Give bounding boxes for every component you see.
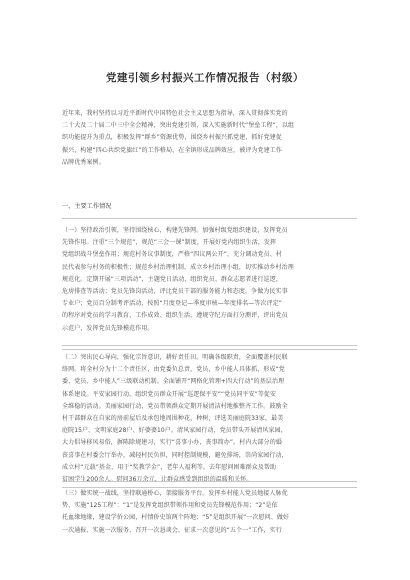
section-2-line: 庭院15户、文明家庭28户、好婆婆10户。清风家园行动，党员带头开展清风家园， — [62, 427, 287, 435]
section-1-line: 危房排查等活动；党员先锋岗活动，评比党员干部的服务能力和态度，争做为民实事 — [62, 288, 288, 296]
section-2-box — [62, 345, 357, 488]
section-1-line: 民代表参与村务的积极性；规范乡村治理机制，成立乡村治理小组，切实推动乡村治理 — [62, 263, 294, 271]
section-1-line: 示范户，发挥党员先锋模范作用。 — [62, 324, 154, 332]
section-1-line: 先锋作用。注重“三个规范”，规范“三会一课”制度，开展好党内组织生活，发挥 — [62, 239, 277, 247]
section-3-line: 一次通报、实施一次服务、召开一次恳谈会、征求一次意见的“五个一”工作，实行 — [62, 526, 282, 534]
section-1-line: （一）坚持政治引领，坚持围绕核心，构建先锋网。加强村级党组织建设，发挥党员 — [62, 227, 288, 234]
section-3-line: （三）做实统一战线，坚持联通桥心，架接服务平台。发挥乡村能人党员地接人脉优 — [62, 490, 288, 497]
section-2-line: 络网。将全村分为十二个责任区，由党委负总责，党员、乡中能人具体抓，形成“党 — [62, 366, 285, 374]
intro-line: 品牌优秀案例。 — [62, 158, 105, 166]
intro-line: 织功能提升为重点，积极发挥“群乡”资源优势，围绕乡村振兴抓党建，抓好党建促 — [62, 134, 282, 142]
section-1-line: 专业户；党员百分制考评活动，按照“月度登记—季度审核—年度排名—等次评定” — [62, 300, 282, 308]
intro-line: 二十大及二十届二中三中全会精神，突出党建引领，深入实施新时代“堡垒工程”，以组 — [62, 122, 295, 130]
section-2-line: 大力倡导移风易俗，摒陈除规建习，实行“喜事小办，丧事简办”。村内大部分的婚 — [62, 439, 282, 447]
intro-paragraph — [62, 108, 352, 169]
section-1-line: 党组织战斗堡垒作用；规范村务议事制度，严格“四议两公开”，充分调动党员、村 — [62, 251, 282, 259]
section-heading: 一、主要工作情况 — [62, 203, 112, 210]
intro-line: 振兴，构建“四心共织党旗红”的工作格局，在全镇形成品牌效应，被评为党建工作 — [62, 146, 282, 154]
section-1-line: 规范化。定期开展“三项活动”，主题党日活动，组织党员、群众志愿者进行巡逻， — [62, 275, 282, 283]
section-3-line: 势，实施“125工程”：“1”是发挥党组织带领作用和党员先锋模范作用；“2”是依 — [62, 502, 278, 510]
section-3-line: 托血缘地缘，建设学侨公园，村情侨史馆两个阵地；“5”是组织开展“一次慰问、做好 — [62, 514, 290, 522]
section-1-box — [62, 218, 357, 350]
section-2-line: 村干部群众在自家的房前屋后及承包地周围种花，种树，评选美丽庭院33家，最美 — [62, 415, 284, 423]
section-2-line: 全维稳的活动。美丽家园行动，党员带领群众定期开展清洁村地推整齐工作。鼓励全 — [62, 402, 288, 410]
document-title: 党建引领乡村振兴工作情况报告（村级） — [106, 72, 304, 84]
intro-line: 近年来，我村坚持以习近平新时代中国特色社会主义思想为指导，深入贯彻落实党的 — [62, 110, 288, 117]
section-2-line: （二）突出民心导向，强化宗旨意识，耕好责任田。明确各级职责，全面覆盖村民联 — [62, 354, 288, 361]
section-1-line: 的程序对党员的学习教育、工作成效、组织生活、遵规守纪方面打分测评，评出党员 — [62, 312, 288, 320]
section-2-line: 委、党员、乡中能人”三级联动机制。全面铺开“网格化管理+四大行动”的基层治理 — [62, 378, 285, 386]
section-2-line: 丧喜事在村委会厅举办，减轻村民负担，同时控制规模，避免排场，崇尚家园行动， — [62, 451, 288, 459]
section-3-box — [62, 481, 357, 574]
section-2-line: 贫困学生200余人。慰问36万余元，让群众感受到组织的温暖和关怀。 — [62, 476, 253, 484]
section-2-line: 体系建设。平安家园行动，组织党员群众开展“巡逻保平安”“党员同平安”等促安 — [62, 390, 277, 398]
section-2-line: 成立村“元载”基金，用于“奖教学金”、老年人福利等。去年慰问困难群众及帮助 — [62, 463, 277, 471]
